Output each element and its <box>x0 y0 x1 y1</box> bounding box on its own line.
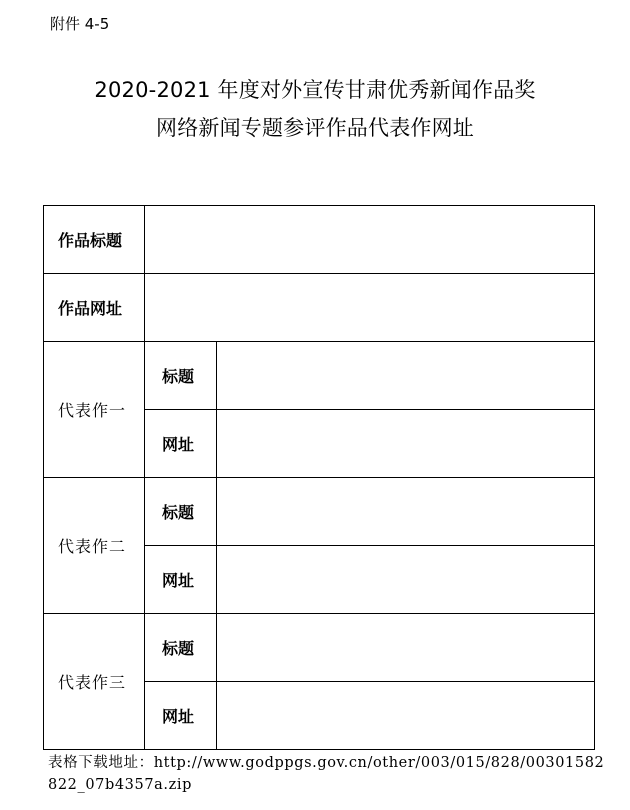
work-title-row <box>44 206 595 274</box>
work-url-field[interactable] <box>145 274 595 342</box>
representative-1-title-label: 标题 <box>145 342 217 410</box>
representative-3-url-label: 网址 <box>145 682 217 750</box>
download-prefix: 表格下载地址： <box>48 755 154 771</box>
work-title-label: 作品标题 <box>44 206 145 274</box>
entry-form-table <box>43 205 595 750</box>
download-link[interactable]: http://www.godppgs.gov.cn/other/003/015/828/00301582822_07b4357a.zip <box>48 755 605 793</box>
representative-2-title-label: 标题 <box>145 478 217 546</box>
representative-3-title-label: 标题 <box>145 614 217 682</box>
document-title-line-1: 2020-2021 年度对外宣传甘肃优秀新闻作品奖 <box>94 78 536 102</box>
representative-2-label: 代表作二 <box>44 478 145 614</box>
representative-1-title-field[interactable] <box>217 342 595 410</box>
representative-3-url-field[interactable] <box>217 682 595 750</box>
work-url-row <box>44 274 595 342</box>
representative-2-url-field[interactable] <box>217 546 595 614</box>
download-note <box>48 752 608 796</box>
attachment-label: 附件 4-5 <box>50 15 110 33</box>
work-title-field[interactable] <box>145 206 595 274</box>
document-title-line-2: 网络新闻专题参评作品代表作网址 <box>156 116 474 140</box>
representative-1-label: 代表作一 <box>44 342 145 478</box>
representative-1-title-row <box>44 342 595 410</box>
representative-1-url-label: 网址 <box>145 410 217 478</box>
representative-3-title-field[interactable] <box>217 614 595 682</box>
representative-2-title-field[interactable] <box>217 478 595 546</box>
work-url-label: 作品网址 <box>44 274 145 342</box>
representative-3-label: 代表作三 <box>44 614 145 750</box>
representative-2-title-row <box>44 478 595 546</box>
representative-1-url-field[interactable] <box>217 410 595 478</box>
representative-3-title-row <box>44 614 595 682</box>
representative-2-url-label: 网址 <box>145 546 217 614</box>
